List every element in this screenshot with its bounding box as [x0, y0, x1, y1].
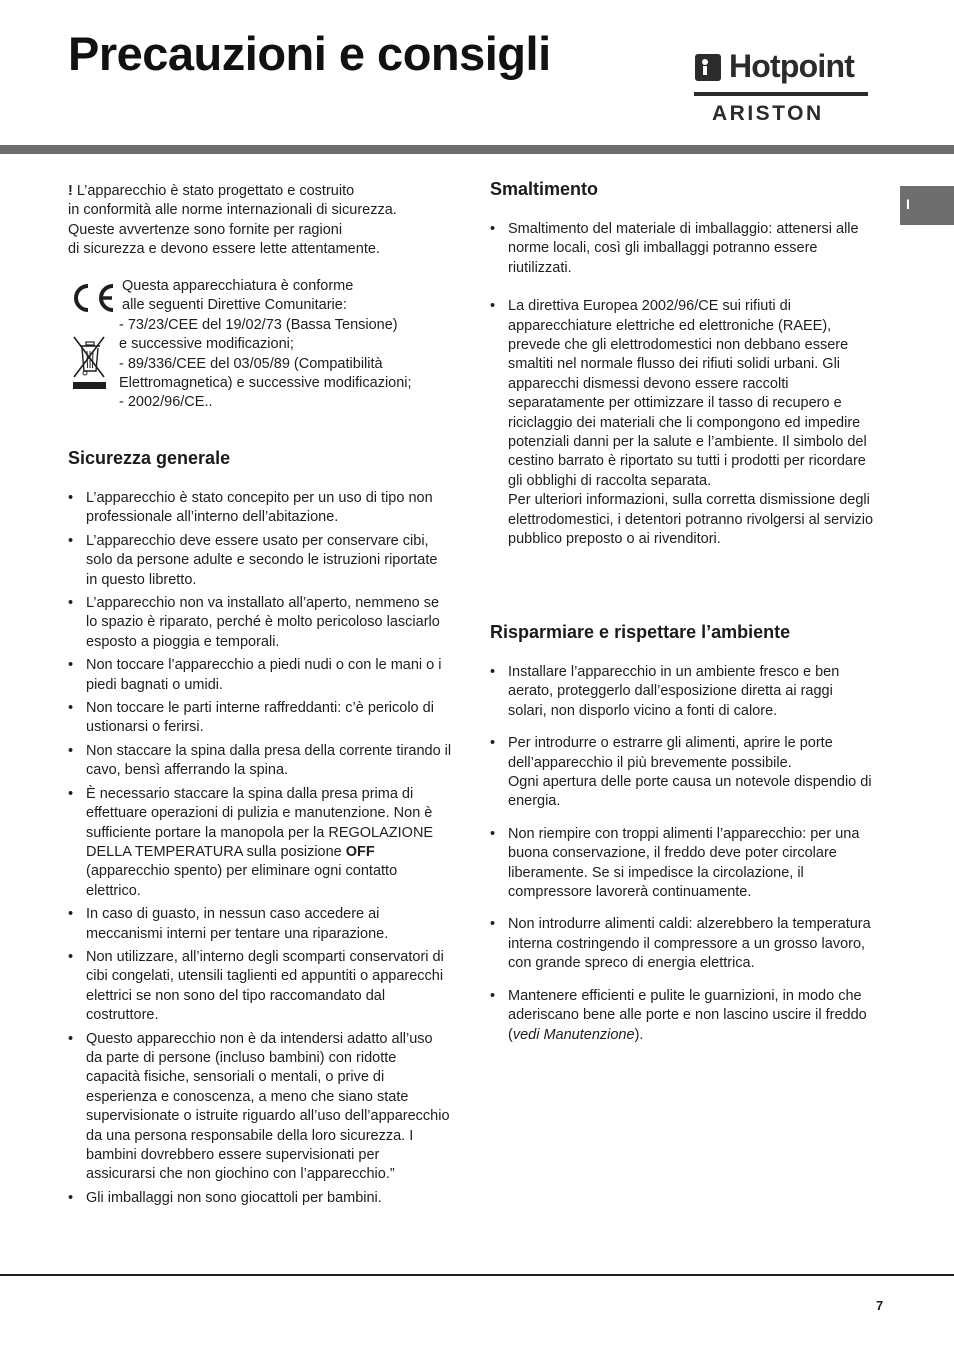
list-item: • Non utilizzare, all’interno degli scomparti conservatori di cibi congelati, utensili taglienti ed appuntiti o apparecchi elettrici se non sono del tipo raccomandato dal costruttore. [68, 948, 452, 1026]
ce-line-7: - 2002/96/CE.. [119, 394, 213, 411]
list-item: • Non staccare la spina dalla presa della corrente tirando il cavo, bensì afferrando la spina. [68, 742, 452, 781]
ce-line-6: Elettromagnetica) e successive modificazioni; [119, 375, 412, 392]
logo-divider [694, 92, 868, 96]
section-heading-sicurezza: Sicurezza generale [68, 448, 231, 468]
list-item-paragraph: Ogni apertura delle porte causa un notevole dispendio di energia. [508, 774, 872, 810]
section-heading-smaltimento: Smaltimento [490, 179, 599, 199]
footer-rule [0, 1274, 954, 1276]
page-title: Precauzioni e consigli [68, 27, 551, 80]
language-tab-label: I [906, 196, 910, 212]
hotpoint-logo-icon [695, 54, 721, 81]
header-band [0, 145, 954, 154]
list-item-paragraph: • Per introdurre o estrarre gli alimenti, aprire le porte dell’apparecchio il più brevemente possibile. [508, 735, 833, 771]
list-item: • Questo apparecchio non è da intendersi adatto all’uso da parte di persone (incluso bambini) con ridotte capacità fisiche, sensoriali o mentali, o prive di esperienza e conoscenza, a meno che siano state supervisionate o istruite riguardo all’uso dell’apparecchio da una persona responsabile della loro sicurezza. I bambini dovrebbero essere supervisionati per assicurarsi che non giochino con l’apparecchio.” [68, 1030, 452, 1185]
ce-directives-text [119, 277, 459, 413]
list-item [68, 785, 452, 901]
off-position-label: OFF [345, 843, 375, 860]
list-item: • In caso di guasto, in nessun caso accedere ai meccanismi interni per tentare una riparazione. [68, 905, 452, 944]
ce-line-4: e successive modificazioni; [119, 336, 294, 353]
list-item [490, 297, 874, 549]
list-item: • Non riempire con troppi alimenti l’apparecchio: per una buona conservazione, il freddo deve poter circolare liberamente. Se si impedisce la circolazione, il compressore lavorerà continuamente. [490, 825, 874, 903]
intro-line-3: Queste avvertenze sono fornite per ragioni [68, 221, 343, 238]
brand-name-ariston: ARISTON [712, 102, 824, 125]
page-number: 7 [876, 1298, 884, 1313]
risparmiare-list [490, 663, 874, 1058]
intro-line-4: di sicurezza e devono essere lette attentamente. [68, 241, 380, 258]
list-item: • L’apparecchio deve essere usato per conservare cibi, solo da persone adulte e secondo le istruzioni riportate in questo libretto. [68, 532, 452, 590]
intro-line-1: L’apparecchio è stato progettato e costruito [76, 183, 355, 199]
intro-paragraph [68, 182, 452, 260]
crossed-bin-icon [72, 335, 106, 391]
ce-line-5: - 89/336/CEE del 03/05/89 (Compatibilità [119, 355, 383, 372]
list-item: • Non introdurre alimenti caldi: alzerebbero la temperatura interna costringendo il compressore a un grosso lavoro, con grande spreco di energia elettrica. [490, 915, 874, 973]
list-item-text: È necessario staccare la spina dalla presa prima di effettuare operazioni di pulizia e manutenzione. Non è sufficiente portare la manopola per la REGOLAZIONE DELLA TEMPERATURA sulla posizione [86, 785, 434, 860]
smaltimento-list [490, 220, 874, 569]
list-item-text: (apparecchio spento) per eliminare ogni contatto elettrico. [86, 863, 398, 899]
list-item: • L’apparecchio non va installato all’aperto, nemmeno se lo spazio è riparato, perché è molto pericoloso lasciarlo esposto a pioggia e temporali. [68, 594, 452, 652]
list-item: • Gli imballaggi non sono giocattoli per bambini. [68, 1189, 452, 1208]
ce-line-1: Questa apparecchiatura è conforme [122, 278, 354, 294]
language-tab [900, 186, 954, 225]
list-item-paragraph: • La direttiva Europea 2002/96/CE sui rifiuti di apparecchiature elettriche ed elettroniche (RAEE), prevede che gli elettrodomestici non debbano essere smaltiti nel normale flusso dei rifiuti solidi urbani. Gli apparecchi dismessi devono essere raccolti separatamente per ottimizzare il tasso di recupero e riciclaggio dei materiali che li compongono ed impedire potenziali danni per la salute e l’ambiente. Il simbolo del cestino barrato è riportato su tutti i prodotti per ricordare gli obblighi di raccolta separata. [508, 298, 867, 489]
list-item-text: ). [634, 1026, 644, 1043]
warning-mark: ! [68, 183, 73, 199]
ce-line-3: - 73/23/CEE del 19/02/73 (Bassa Tensione) [119, 316, 398, 333]
ce-compliance-block [68, 277, 452, 417]
list-item: • Installare l’apparecchio in un ambiente fresco e ben aerato, proteggerlo dall’esposizione diretta ai raggi solari, non disporlo vicino a fonti di calore. [490, 663, 874, 721]
list-item: • Non toccare le parti interne raffreddanti: c’è pericolo di ustionarsi o ferirsi. [68, 699, 452, 738]
ce-line-2: alle seguenti Direttive Comunitarie: [122, 297, 347, 314]
list-item-text: Mantenere efficienti e pulite le guarnizioni, in modo che aderiscano bene alle porte e non lascino uscire il freddo ( [508, 987, 867, 1043]
intro-line-2: in conformità alle norme internazionali di sicurezza. [68, 202, 397, 219]
sicurezza-list [68, 489, 452, 1212]
cross-reference: vedi Manutenzione [512, 1026, 635, 1043]
list-item [490, 734, 874, 812]
list-item: • L’apparecchio è stato concepito per un uso di tipo non professionale all’interno dell’abitazione. [68, 489, 452, 528]
ce-mark-icon [68, 283, 116, 313]
list-item-paragraph: Per ulteriori informazioni, sulla corretta dismissione degli elettrodomestici, i detentori potranno rivolgersi al servizio pubblico preposto o ai rivenditori. [508, 492, 874, 548]
list-item: • Non toccare l’apparecchio a piedi nudi o con le mani o i piedi bagnati o umidi. [68, 656, 452, 695]
list-item [490, 987, 874, 1045]
section-heading-risparmiare: Risparmiare e rispettare l’ambiente [490, 622, 791, 642]
brand-logo [694, 48, 868, 125]
list-item: • Smaltimento del materiale di imballaggio: attenersi alle norme locali, così gli imballaggi potranno essere riutilizzati. [490, 220, 874, 278]
brand-name-hotpoint: Hotpoint [729, 48, 855, 84]
